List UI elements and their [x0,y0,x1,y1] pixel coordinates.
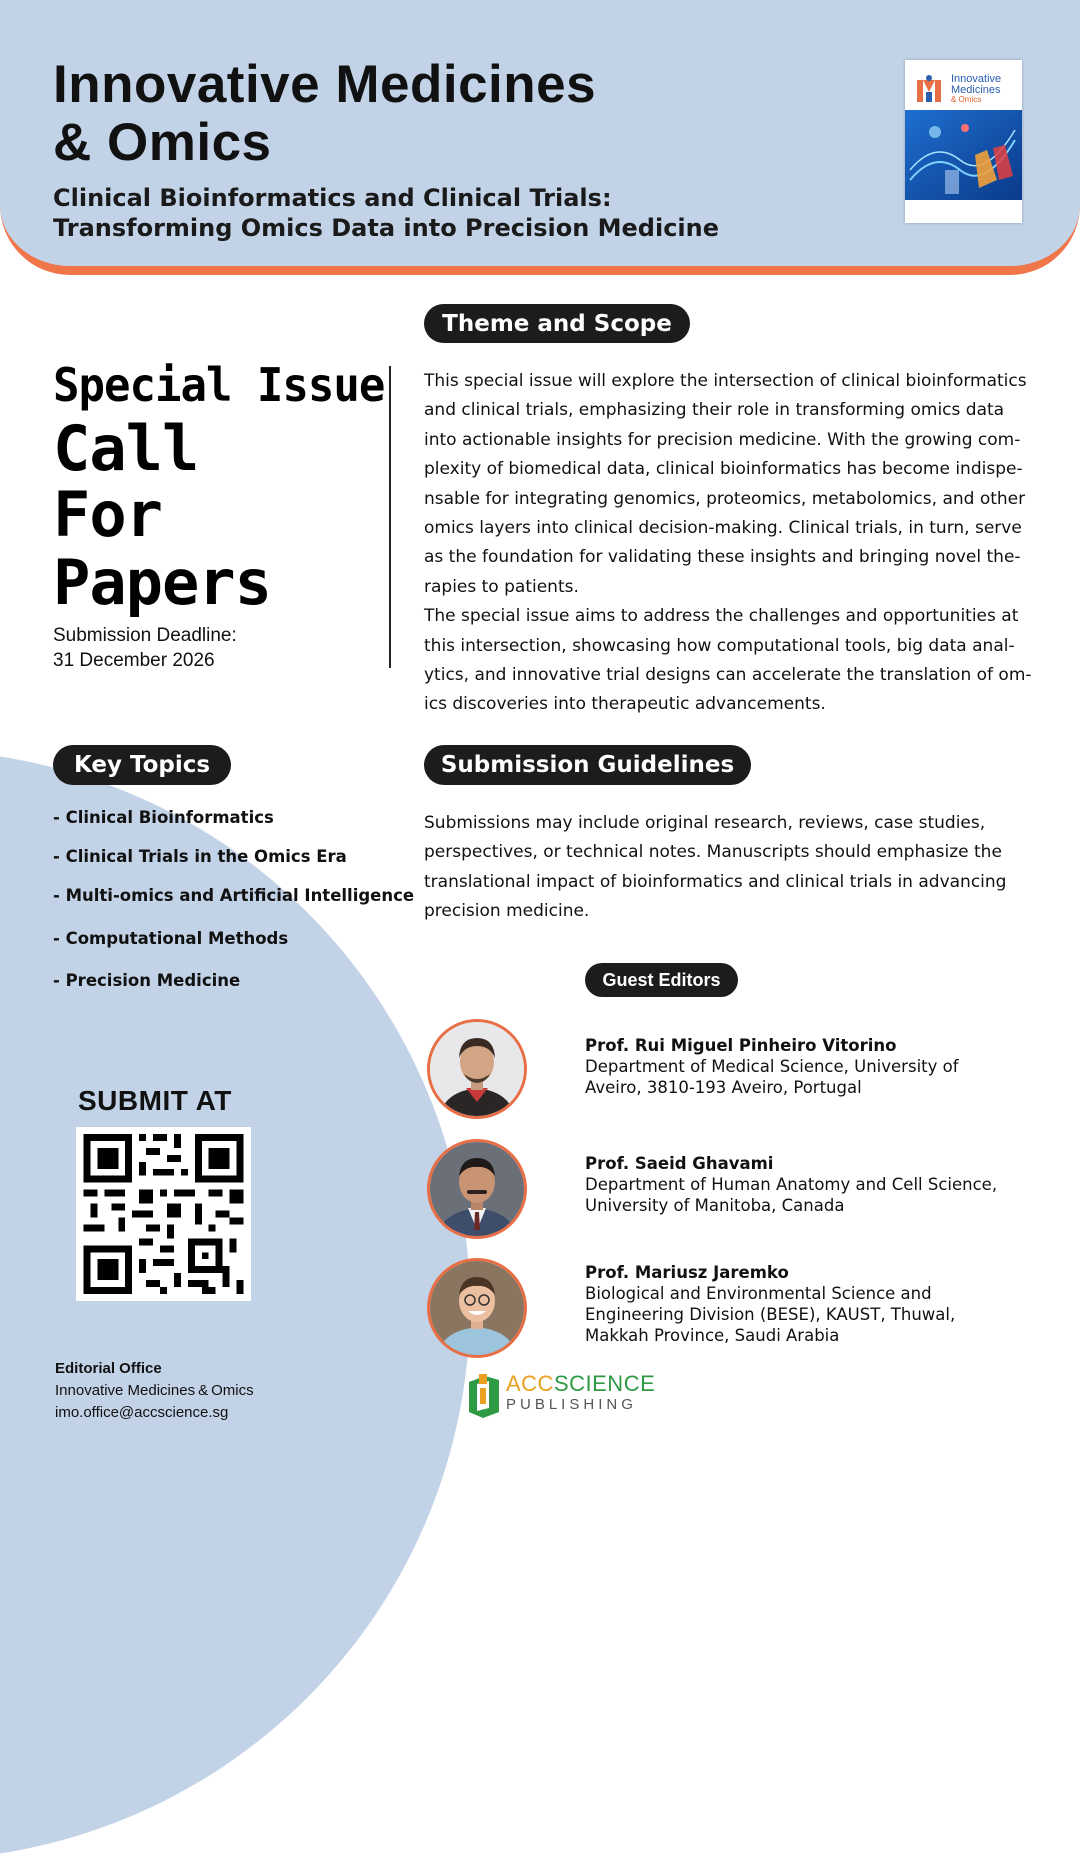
call-line3: For [53,478,162,551]
editor-name: Prof. Mariusz Jaremko [585,1263,789,1282]
deadline-date: 31 December 2026 [53,650,215,671]
call-line4: Papers [53,546,271,619]
topic-item: - Multi-omics and Artificial Intelligence [53,886,415,905]
editor-avatar-icon [430,1142,524,1236]
editor-name: Prof. Saeid Ghavami [585,1154,774,1173]
submission-deadline [53,623,237,673]
editor-affiliation: Engineering Division (BESE), KAUST, Thuwal, [585,1305,956,1324]
cover-title-line2: Medicines [951,83,1001,96]
editor-name: Prof. Rui Miguel Pinheiro Vitorino [585,1036,897,1055]
journal-title [53,56,596,172]
topic-item: - Clinical Trials in the Omics Era [53,847,347,866]
divider [389,366,391,668]
editorial-office [55,1358,254,1424]
publisher-acc: ACC [506,1371,554,1396]
submit-at-label: SUBMIT AT [78,1085,232,1116]
submission-guidelines-heading: Submission Guidelines [424,745,751,785]
topic-item: - Precision Medicine [53,971,241,990]
editor-avatar-icon [430,1022,524,1116]
cover-title-line3: & Omics [951,95,982,104]
editor-affiliation: Makkah Province, Saudi Arabia [585,1326,840,1345]
office-email[interactable]: imo.office@accscience.sg [55,1404,229,1421]
publisher-publishing: PUBLISHING [506,1396,637,1413]
editor-affiliation: Department of Medical Science, University of [585,1057,959,1076]
journal-title-line1: Innovative Medicines [53,55,597,114]
editor-affiliation: Department of Human Anatomy and Cell Science, [585,1175,998,1194]
cover-title-line1: Innovative [951,73,1002,85]
theme-text [424,367,1034,720]
office-label: Editorial Office [55,1360,162,1377]
cover-image [905,110,1022,200]
issue-subtitle-line1: Clinical Bioinformatics and Clinical Trials: [53,184,612,212]
cover-title [951,74,1001,106]
issue-subtitle-line2: Transforming Omics Data into Precision Medicine [53,214,720,242]
submission-guidelines-text: Submissions may include original research, reviews, case studies, perspectives, or technical notes. Manuscripts should emphasize the translational impact of bioinformatics and clinical trials in advancing precision medicine. [424,813,1007,922]
call-line2: Call [53,412,199,485]
call-for-papers [53,358,385,619]
editor-info [585,1262,955,1346]
key-topics-heading: Key Topics [53,745,231,785]
accscience-logo-icon [467,1372,501,1418]
cover-footer [905,200,1022,223]
editor-avatar-icon [430,1261,524,1355]
editor-photo [427,1258,527,1358]
journal-logo-icon [915,74,945,104]
topic-item: - Computational Methods [53,929,289,948]
editor-affiliation: Biological and Environmental Science and [585,1284,932,1303]
editor-photo [427,1019,527,1119]
theme-paragraph-1: This special issue will explore the intersection of clinical bioinformatics and clinical trials, emphasizing their role in transforming omics data into actionable insights for precision medicine. With the growing com-plexity of biomedical data, clinical bioinformatics has become indispe-nsable for integrating genomics, proteomics, metabolomics, and other omics layers into clinical decision-making. Clinical trials, in turn, serve as the foundation for validating these insights and bringing novel the-rapies to patients. [424,371,1027,597]
editor-photo [427,1139,527,1239]
theme-heading: Theme and Scope [424,304,690,343]
editor-affiliation: Aveiro, 3810-193 Aveiro, Portugal [585,1078,862,1097]
journal-cover [905,60,1022,223]
theme-paragraph-2: The special issue aims to address the challenges and opportunities at this intersection, showcasing how computational tools, big data anal-ytics, and innovative trial designs can accelerate the translation of om-ics discoveries into therapeutic advancements. [424,606,1032,715]
qr-code[interactable] [76,1127,251,1301]
publisher-name [506,1372,655,1414]
background-circle [0,750,470,1860]
editor-affiliation: University of Manitoba, Canada [585,1196,845,1215]
guest-editors-heading: Guest Editors [585,963,738,997]
deadline-label: Submission Deadline: [53,625,237,646]
office-journal: Innovative Medicines & Omics [55,1382,254,1399]
journal-title-line2: & Omics [53,113,272,172]
topic-item: - Clinical Bioinformatics [53,808,274,827]
editor-info [585,1153,997,1216]
editor-info [585,1035,959,1098]
issue-subtitle [53,183,719,243]
publisher-science: SCIENCE [553,1371,656,1396]
call-line1: Special Issue [53,358,385,413]
